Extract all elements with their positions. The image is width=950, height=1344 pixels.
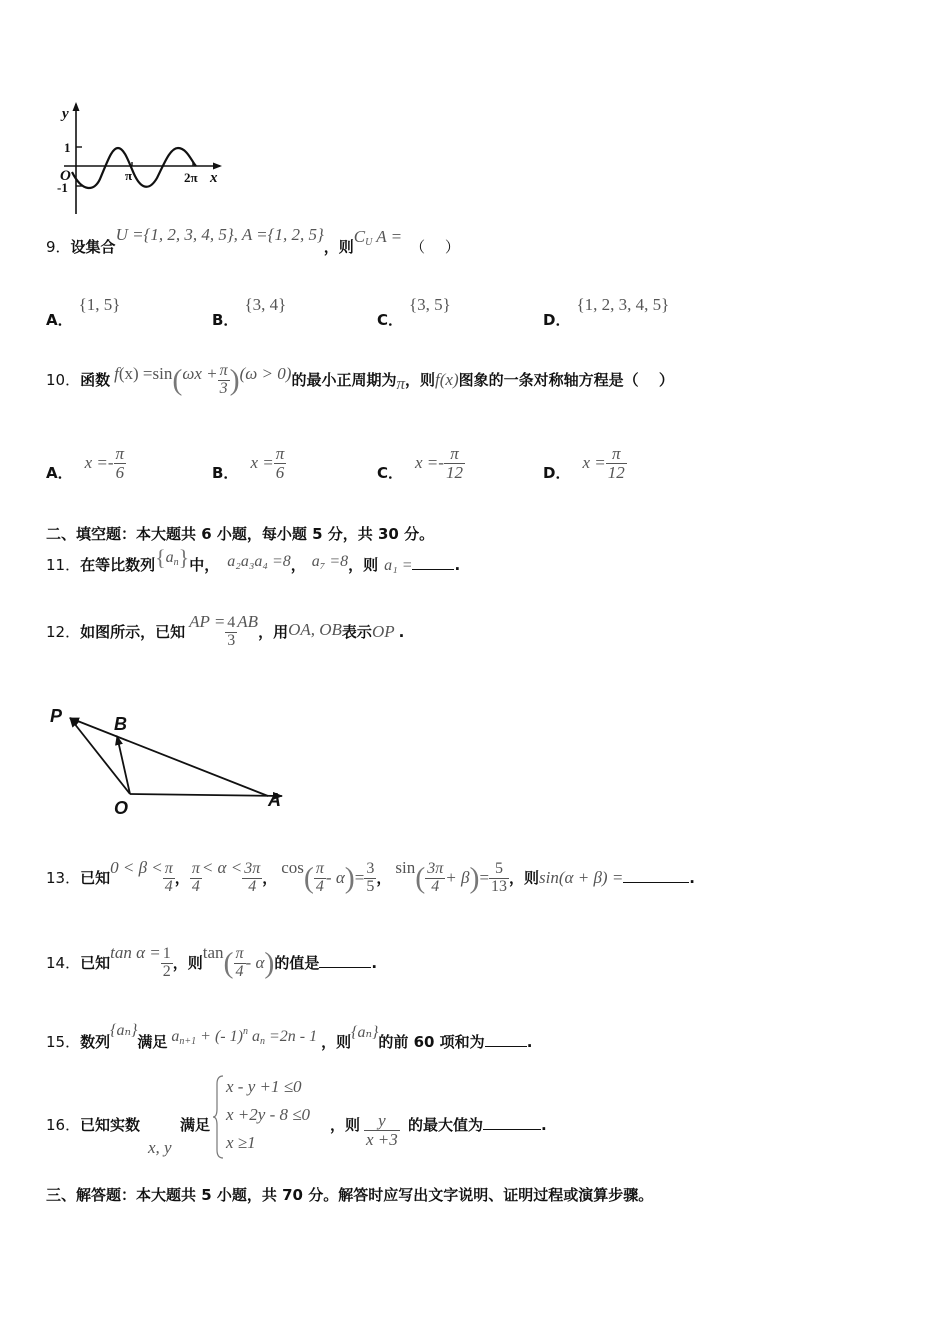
option-label: A． — [46, 311, 73, 329]
q10-mid: 的最小正周期为 — [291, 371, 397, 389]
q13-eq-1: = — [354, 868, 365, 887]
q15-c: a — [251, 1028, 260, 1045]
option-den: 6 — [274, 463, 287, 482]
q16-tail: 的最大值为 — [408, 1116, 484, 1134]
label-x: x — [210, 170, 218, 186]
option-num: π — [275, 444, 285, 464]
option-value: {1, 2, 3, 4, 5} — [576, 295, 670, 314]
q13-pi-b: π — [191, 860, 200, 878]
q12-target: OP — [371, 622, 395, 641]
q9-sets: U ={1, 2, 3, 4, 5}, A ={1, 2, 5} — [115, 225, 324, 244]
point-P: P — [50, 706, 63, 726]
q13-lead: 已知 — [80, 869, 111, 887]
q11-ask: a₁ = — [384, 557, 413, 574]
q16-ineq-2: x +2y - 8 ≤0 — [226, 1105, 311, 1124]
q13-sin: sin — [395, 858, 416, 877]
q16-ineq-1: x - y +1 ≤0 — [226, 1077, 302, 1096]
q15-c-sub: n — [259, 1036, 265, 1047]
q13-sep-2: ， — [262, 869, 278, 887]
label-y: y — [62, 106, 69, 122]
q16-end: . — [541, 1116, 547, 1134]
q9-option-b — [212, 294, 287, 329]
q10-f2: f — [435, 370, 440, 389]
q16-vars: x, y — [148, 1138, 172, 1157]
q16-lead: 已知实数 — [80, 1116, 141, 1134]
q15-d: =2n - 1 — [264, 1028, 318, 1045]
q13-eq-2: = — [479, 868, 490, 887]
q9-option-a — [46, 294, 121, 329]
q11-number: 11． — [46, 556, 81, 574]
q13-pi-c: π — [315, 860, 324, 878]
q15-a: a — [171, 1028, 180, 1045]
q13-five2: 5 — [495, 860, 504, 878]
q12-end: . — [398, 623, 405, 641]
q15-a-sub: n+1 — [179, 1036, 197, 1047]
q13-pi-a: π — [164, 860, 173, 878]
q15-seq: {aₙ} — [110, 1022, 138, 1039]
q16-frac-den: x +3 — [366, 1129, 398, 1149]
q13-minus-a: - α — [325, 868, 345, 887]
q12-number: 12． — [46, 623, 81, 641]
option-value: {3, 5} — [409, 295, 451, 314]
q14-answer-blank[interactable] — [319, 966, 371, 968]
q10-tail: 图象的一条对称轴方程是（ ） — [458, 371, 674, 389]
q9-option-d — [543, 294, 670, 329]
y-axis-arrow — [73, 102, 80, 111]
q11-expr1: a₂a₃a₄ =8 — [227, 553, 291, 570]
q14-tan: tan — [202, 943, 224, 962]
option-value: {3, 4} — [244, 295, 287, 314]
q16-tail-line — [408, 1114, 547, 1135]
q9-complement: C — [353, 227, 366, 246]
q13-number: 13． — [46, 869, 81, 887]
q14-four: 4 — [234, 963, 246, 981]
q13-ask: sin(α + β) = — [539, 868, 624, 887]
option-label: C． — [377, 464, 404, 482]
q11-end: . — [454, 556, 461, 574]
q10-pi: π — [219, 362, 228, 380]
q12-vecs: OA, OB — [288, 620, 342, 639]
option-num: π — [611, 444, 621, 464]
q16-then: ，则 — [330, 1116, 361, 1134]
q12-mid: ，用 — [258, 623, 289, 641]
q11-mid: 中， — [189, 556, 220, 574]
option-den: 12 — [607, 463, 625, 482]
option-den: 6 — [114, 463, 127, 482]
section-3-heading: 三、解答题：本大题共 5 小题，共 70 分。解答时应写出文字说明、证明过程或演算步骤。 — [46, 1186, 654, 1204]
q13-four-d: 4 — [314, 878, 326, 896]
q9-complement-sub: U — [365, 237, 373, 248]
option-lhs: x =- — [84, 453, 114, 472]
option-num: π — [450, 444, 459, 464]
q13-four-b: 4 — [190, 878, 202, 896]
q9-lead: 设集合 — [70, 238, 116, 256]
q14-minus-a: - α — [245, 953, 265, 972]
x-axis-arrow — [213, 163, 222, 170]
q13-end: . — [689, 869, 695, 887]
point-O: O — [114, 798, 129, 818]
option-label: D． — [543, 311, 571, 329]
q10-three: 3 — [218, 380, 230, 398]
q13-3pi-a: 3π — [244, 860, 261, 878]
q10-number: 10． — [46, 371, 81, 389]
q9-complement-rest: A = — [372, 227, 403, 246]
q10-lead: 函数 — [80, 371, 111, 389]
q13-then: ，则 — [509, 869, 540, 887]
option-value: {1, 5} — [78, 295, 121, 314]
q10-f: f — [114, 364, 119, 383]
option-label: D． — [543, 464, 571, 482]
q10-f-arg: (x) =sin — [118, 364, 173, 383]
point-B: B — [114, 714, 127, 734]
q11-expr2: a₇ =8 — [311, 553, 349, 570]
q14-pi: π — [235, 945, 244, 963]
q14-then: ，则 — [172, 954, 203, 972]
q10-period: π — [396, 374, 405, 393]
option-lhs: x =- — [415, 453, 444, 472]
label-origin: O — [60, 168, 71, 184]
q15-tail: 的前 60 项和为 — [378, 1033, 485, 1051]
q13-c2: < α < — [201, 858, 243, 877]
q13-five: 5 — [366, 878, 375, 895]
q10-option-c — [377, 438, 465, 488]
option-lhs: x = — [250, 453, 274, 472]
q13-sep-1: ， — [174, 869, 190, 887]
q16-mid: 满足 — [180, 1116, 211, 1134]
q13-four-a: 4 — [163, 878, 175, 896]
q16-answer-blank[interactable] — [483, 1128, 541, 1130]
q15-mid: 满足 — [137, 1033, 168, 1051]
option-lhs: x = — [582, 453, 606, 472]
q13-four-c: 4 — [242, 878, 262, 896]
q11-seq: a — [165, 549, 174, 566]
q15-b: + (- 1) — [196, 1028, 243, 1045]
q13-thirteen: 13 — [491, 878, 508, 895]
q12-rhs: AB — [237, 612, 259, 631]
q10-f2-arg: (x) — [439, 370, 459, 389]
q10-option-a — [46, 438, 126, 488]
q10-inner: ωx + — [182, 364, 218, 383]
q13-four-e: 4 — [425, 878, 445, 896]
q11-seq-sub: n — [173, 557, 179, 568]
q15-lead: 数列 — [80, 1033, 111, 1051]
q15-end: . — [526, 1033, 533, 1051]
q11-then: ，则 — [348, 556, 379, 574]
q12-num: 4 — [227, 614, 236, 632]
q12-lead: 如图所示，已知 — [80, 623, 186, 641]
q13-three: 3 — [366, 860, 375, 878]
q14-lead: 已知 — [80, 954, 111, 972]
q16-ineq-3: x ≥1 — [226, 1133, 256, 1152]
q12-mid2: 表示 — [341, 623, 372, 641]
option-label: B． — [212, 464, 239, 482]
option-label: B． — [212, 311, 239, 329]
q9-then: ，则 — [323, 238, 354, 256]
vector-diagram — [46, 700, 296, 820]
question-15 — [46, 1016, 532, 1060]
q11-sep: ， — [290, 556, 306, 574]
option-label: C． — [377, 311, 404, 329]
q10-option-b — [212, 438, 286, 488]
q11-lead: 在等比数列 — [80, 556, 156, 574]
q15-then: ，则 — [321, 1033, 352, 1051]
q12-lhs: AP = — [189, 612, 226, 631]
q15-seq2: {aₙ} — [351, 1024, 379, 1041]
q13-answer-blank[interactable] — [623, 881, 689, 883]
q13-3pi-b: 3π — [427, 860, 444, 878]
q13-cos: cos — [281, 858, 304, 877]
label-2pi: 2π — [184, 170, 198, 185]
q16-fraction — [364, 1112, 400, 1149]
q12-den: 3 — [227, 632, 236, 649]
question-14: 14．已知tan α = $\frac{1}{2}$ ，则tan( $\frac{\pi}{4}$ - α)的值是 . — [46, 943, 378, 980]
q15-number: 15． — [46, 1033, 81, 1051]
q14-end: . — [371, 954, 378, 972]
q16-brace — [212, 1074, 224, 1160]
point-A: A — [268, 790, 281, 810]
option-den: 12 — [445, 463, 463, 482]
section-2-heading: 二、填空题：本大题共 6 小题，每小题 5 分，共 30 分。 — [46, 525, 435, 543]
q9-option-c — [377, 294, 451, 329]
option-num: π — [115, 444, 125, 464]
q13-plus-b: + β — [445, 868, 470, 887]
q9-paren: （ ） — [410, 238, 460, 256]
question-9 — [46, 225, 460, 258]
label-1: 1 — [64, 140, 71, 155]
q14-number: 14． — [46, 954, 81, 972]
question-13: 13．已知0 < β < $\frac{\pi}{4}$ ， $\frac{\pi}{4}$ < α < $\frac{3\pi}{4}$ ，cos( $\frac{\pi}{4}$ - α)= $\frac{3}{5}$ ，sin( $\frac{3\pi}{4}$ + β)= $\frac{5}{13}$ ，则sin(α + β) = . — [46, 858, 695, 895]
q16-frac-num: y — [378, 1111, 386, 1130]
vector-OA — [130, 794, 282, 796]
sine-curve — [72, 148, 196, 188]
question-10: 10．函数 f(x) =sin(ωx + $\frac{\pi}{3}$ )(ω > 0)的最小正周期为π，则f(x)图象的一条对称轴方程是（ ） — [46, 362, 674, 397]
sine-graph — [52, 100, 227, 218]
q13-c1: 0 < β < — [110, 858, 163, 877]
question-11: 11．在等比数列$\{a_n\}$中， a₂a₃a₄ =8， a₇ =8，则 a₁ = . — [46, 544, 461, 574]
option-label: A． — [46, 464, 73, 482]
q14-two: 2 — [162, 963, 171, 980]
q14-tail: 的值是 — [274, 954, 320, 972]
q11-answer-blank[interactable] — [412, 568, 454, 570]
q13-sep-3: ， — [376, 869, 392, 887]
q15-sup: n — [242, 1026, 248, 1037]
q14-tan-a: tan α = — [110, 943, 161, 962]
q14-one: 1 — [162, 945, 171, 963]
question-12 — [46, 604, 404, 660]
q15-answer-blank[interactable] — [485, 1045, 527, 1047]
q10-cond: (ω > 0) — [239, 364, 292, 383]
q10-option-d — [543, 438, 627, 488]
q10-then: ，则 — [404, 371, 435, 389]
label-neg1: -1 — [57, 180, 68, 195]
q16-number: 16． — [46, 1116, 81, 1134]
q9-number: 9． — [46, 238, 71, 256]
label-pi: π — [125, 168, 133, 183]
